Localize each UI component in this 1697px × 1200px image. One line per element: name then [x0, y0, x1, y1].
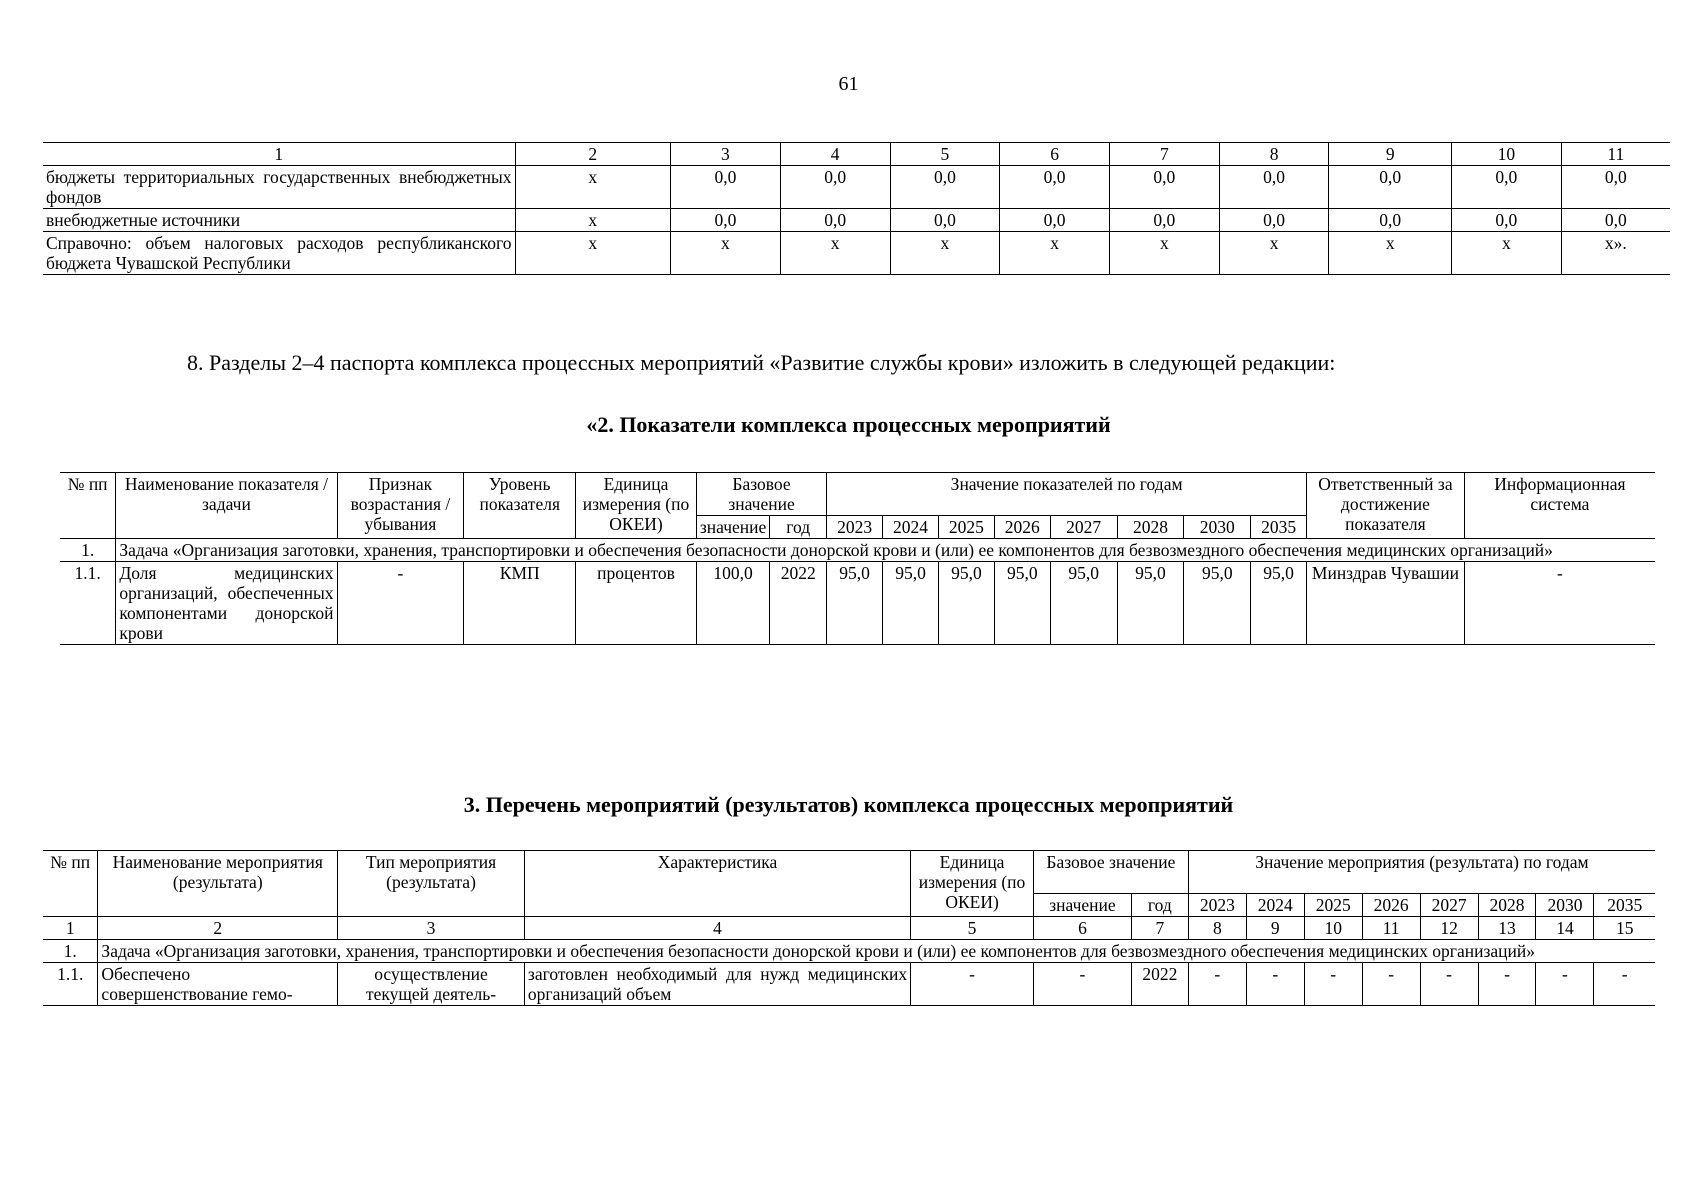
year-value: -	[1188, 963, 1246, 1006]
header-year: 2026	[1362, 894, 1420, 917]
table-cell: 0,0	[1219, 209, 1329, 232]
year-value: 95,0	[1184, 562, 1251, 645]
column-number-row	[43, 917, 1655, 940]
header-base: Базовое значение	[1033, 851, 1188, 894]
col-number: 3	[338, 917, 525, 940]
year-value: 95,0	[1050, 562, 1117, 645]
year-value: 95,0	[827, 562, 883, 645]
year-value: -	[1594, 963, 1655, 1006]
col-number: 4	[780, 143, 890, 166]
row-label: внебюджетные источники	[43, 209, 515, 232]
page-number: 61	[838, 73, 859, 95]
header-name: Наименование показателя / задачи	[116, 473, 337, 539]
year-value: 95,0	[938, 562, 994, 645]
header-year: 2035	[1251, 516, 1307, 539]
indicator-base-value: 100,0	[696, 562, 769, 645]
row-label: бюджеты территориальных государственных внебюджетных фондов	[43, 166, 515, 209]
indicator-sign: -	[337, 562, 464, 645]
col-number: 2	[515, 143, 671, 166]
row-label: Справочно: объем налоговых расходов республиканского бюджета Чувашской Республики	[43, 232, 515, 275]
task-num: 1.	[43, 940, 98, 963]
col-number: 1	[43, 143, 515, 166]
activities-table	[43, 850, 1655, 1006]
activity-unit: -	[911, 963, 1034, 1006]
table-row	[43, 209, 1670, 232]
col-number: 8	[1188, 917, 1246, 940]
year-value: -	[1536, 963, 1594, 1006]
table-cell: 0,0	[1561, 209, 1670, 232]
table-cell: 0,0	[1000, 209, 1110, 232]
table-cell: х	[1219, 232, 1329, 275]
task-row	[60, 539, 1655, 562]
indicator-responsible: Минздрав Чувашии	[1307, 562, 1465, 645]
header-num: № пп	[43, 851, 98, 917]
indicator-base-year: 2022	[770, 562, 827, 645]
col-number: 9	[1246, 917, 1304, 940]
row-num: 1.1.	[60, 562, 116, 645]
col-number: 10	[1304, 917, 1362, 940]
header-info-system: Информационная система	[1464, 473, 1655, 539]
header-year: 2030	[1536, 894, 1594, 917]
activity-base-value: -	[1033, 963, 1131, 1006]
table-cell: 0,0	[1109, 166, 1219, 209]
col-number: 11	[1561, 143, 1670, 166]
header-unit: Единица измерения (по ОКЕИ)	[576, 473, 697, 539]
header-unit: Единица измерения (по ОКЕИ)	[911, 851, 1034, 917]
col-number: 5	[911, 917, 1034, 940]
year-value: -	[1304, 963, 1362, 1006]
header-values: Значение показателей по годам	[827, 473, 1307, 516]
table-row	[60, 562, 1655, 645]
col-number: 6	[1033, 917, 1131, 940]
table-cell: х	[515, 209, 671, 232]
activity-characteristic: заготовлен необходимый для нужд медицинских организаций объем	[524, 963, 910, 1006]
column-number-row	[43, 143, 1670, 166]
col-number: 6	[1000, 143, 1110, 166]
table-cell: 0,0	[1109, 209, 1219, 232]
header-year: 2035	[1594, 894, 1655, 917]
table-cell: х	[515, 232, 671, 275]
col-number: 8	[1219, 143, 1329, 166]
table-cell: 0,0	[1329, 166, 1452, 209]
activity-type: осуществление текущей деятель-	[338, 963, 525, 1006]
row-num: 1.1.	[43, 963, 98, 1006]
table-cell: 0,0	[1329, 209, 1452, 232]
header-responsible: Ответственный за достижение показателя	[1307, 473, 1465, 539]
header-num: № пп	[60, 473, 116, 539]
header-year: 2023	[827, 516, 883, 539]
header-year: 2027	[1050, 516, 1117, 539]
indicators-table	[60, 472, 1655, 645]
header-year: 2025	[938, 516, 994, 539]
year-value: -	[1246, 963, 1304, 1006]
header-year: 2024	[883, 516, 939, 539]
year-value: 95,0	[1251, 562, 1307, 645]
header-year: 2028	[1117, 516, 1184, 539]
header-year: 2026	[994, 516, 1050, 539]
year-value: -	[1362, 963, 1420, 1006]
indicator-unit: процентов	[576, 562, 697, 645]
col-number: 12	[1420, 917, 1478, 940]
header-base-year: год	[770, 516, 827, 539]
table-cell: 0,0	[1451, 209, 1561, 232]
col-number: 11	[1362, 917, 1420, 940]
table-cell: 0,0	[671, 166, 781, 209]
task-num: 1.	[60, 539, 116, 562]
header-row	[60, 473, 1655, 516]
col-number: 15	[1594, 917, 1655, 940]
table-cell: 0,0	[1561, 166, 1670, 209]
header-sign: Признак возрастания / убывания	[337, 473, 464, 539]
year-value: 95,0	[1117, 562, 1184, 645]
col-number: 10	[1451, 143, 1561, 166]
instruction-paragraph: 8. Разделы 2–4 паспорта комплекса процессных мероприятий «Развитие службы крови» изложить в следующей редакции:	[187, 350, 1336, 375]
table-cell: х».	[1561, 232, 1670, 275]
header-year: 2027	[1420, 894, 1478, 917]
col-number: 7	[1131, 917, 1188, 940]
col-number: 9	[1329, 143, 1452, 166]
year-value: -	[1478, 963, 1536, 1006]
table-cell: 0,0	[890, 209, 1000, 232]
table-row	[43, 963, 1655, 1006]
header-values: Значение мероприятия (результата) по годам	[1188, 851, 1655, 894]
header-type: Тип мероприятия (результата)	[338, 851, 525, 917]
col-number: 4	[524, 917, 910, 940]
header-year: 2025	[1304, 894, 1362, 917]
col-number: 13	[1478, 917, 1536, 940]
section2-title: «2. Показатели комплекса процессных мероприятий	[586, 412, 1111, 437]
table-cell: х	[1109, 232, 1219, 275]
header-row	[43, 851, 1655, 894]
table-cell: х	[1000, 232, 1110, 275]
col-number: 14	[1536, 917, 1594, 940]
table-cell: 0,0	[780, 166, 890, 209]
section3-title: 3. Перечень мероприятий (результатов) комплекса процессных мероприятий	[463, 792, 1234, 817]
col-number: 5	[890, 143, 1000, 166]
table-cell: 0,0	[1219, 166, 1329, 209]
table-cell: 0,0	[1000, 166, 1110, 209]
header-base-value: значение	[696, 516, 769, 539]
table-cell: х	[1451, 232, 1561, 275]
indicator-level: КМП	[464, 562, 576, 645]
table-row	[43, 232, 1670, 275]
table-cell: 0,0	[780, 209, 890, 232]
table-cell: 0,0	[890, 166, 1000, 209]
col-number: 1	[43, 917, 98, 940]
indicator-info-system: -	[1464, 562, 1655, 645]
header-year: 2024	[1246, 894, 1304, 917]
task-text: Задача «Организация заготовки, хранения, транспортировки и обеспечения безопасности донорской крови и (или) ее компонентов для безвозмездного обеспечения медицинских организаций»	[98, 940, 1655, 963]
budget-continuation-table	[43, 142, 1670, 275]
header-base-year: год	[1131, 894, 1188, 917]
header-characteristic: Характеристика	[524, 851, 910, 917]
header-name: Наименование мероприятия (результата)	[98, 851, 338, 917]
table-row	[43, 166, 1670, 209]
table-cell: 0,0	[671, 209, 781, 232]
table-cell: х	[671, 232, 781, 275]
table-cell: х	[1329, 232, 1452, 275]
table-cell: х	[890, 232, 1000, 275]
header-year: 2028	[1478, 894, 1536, 917]
task-row	[43, 940, 1655, 963]
header-year: 2030	[1184, 516, 1251, 539]
header-year: 2023	[1188, 894, 1246, 917]
table-cell: х	[780, 232, 890, 275]
table-cell: 0,0	[1451, 166, 1561, 209]
col-number: 3	[671, 143, 781, 166]
col-number: 7	[1109, 143, 1219, 166]
year-value: -	[1420, 963, 1478, 1006]
table-cell: х	[515, 166, 671, 209]
task-text: Задача «Организация заготовки, хранения, транспортировки и обеспечения безопасности донорской крови и (или) ее компонентов для безвозмездного обеспечения медицинских организаций»	[116, 539, 1655, 562]
header-level: Уровень показателя	[464, 473, 576, 539]
year-value: 95,0	[883, 562, 939, 645]
header-base-value: значение	[1033, 894, 1131, 917]
activity-base-year: 2022	[1131, 963, 1188, 1006]
col-number: 2	[98, 917, 338, 940]
year-value: 95,0	[994, 562, 1050, 645]
activity-name: Обеспечено совершенствование гемо-	[98, 963, 338, 1006]
header-base: Базовое значение	[696, 473, 826, 516]
indicator-name: Доля медицинских организаций, обеспеченных компонентами донорской крови	[116, 562, 337, 645]
